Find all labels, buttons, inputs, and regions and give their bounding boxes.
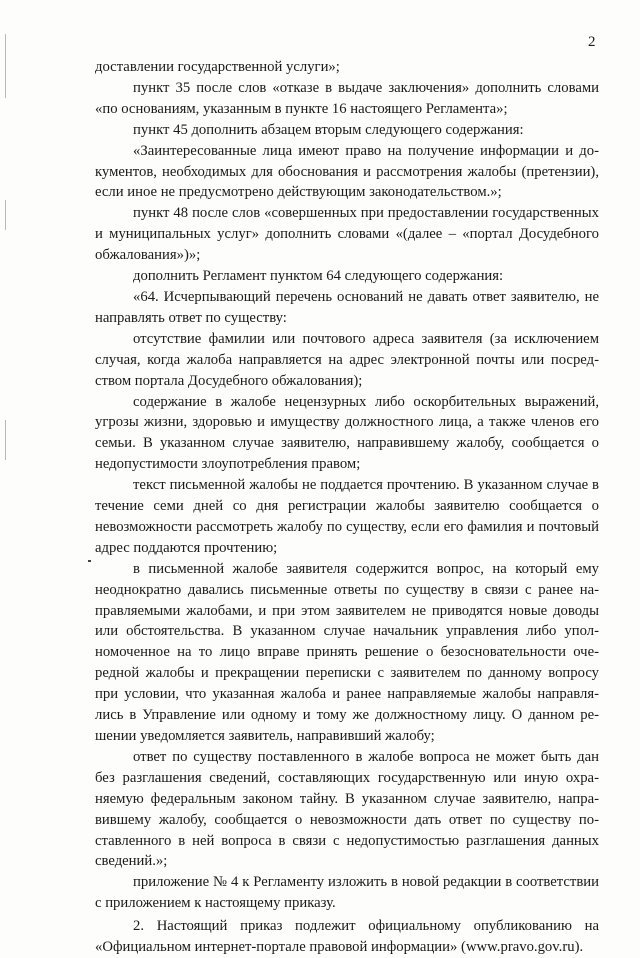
paragraph: пункт 48 после слов «совершенных при предоставлении государственных и муниципальных услуг» дополнить словами «(далее – «портал Досудебного обжалования»)»; bbox=[95, 205, 599, 264]
paragraph: отсутствие фамилии или почтового адреса заявителя (за исключением случая, когда жалоба направляется на адрес электронной почты или посредством портала Досудебного обжалования); bbox=[95, 330, 599, 389]
paragraph: пункт 45 дополнить абзацем вторым следующего содержания: bbox=[133, 121, 524, 138]
paragraph: текст письменной жалобы не поддается прочтению. В указанном случае в течение семи дней со дня регистрации жалобы заявителю сообщается о невозможности рассмотреть жалобу по существу, если его фамилия и почтовый адрес поддаются прочтению; bbox=[95, 477, 599, 556]
paragraph: в письменной жалобе заявителя содержится вопрос, на который ему неоднократно давались письменные ответы по существу в связи с ранее направляемыми жалобами, и при этом заявителем не приводятся новые доводы или обстоятельства. В указанном случае начальник управления либо уполномоченное на то лицо вправе принять решение о безосновательности очередной жалобы и прекращении переписки с заявителем по данному вопросу при условии, что указанная жалоба и ранее направляемые жалобы направлялись в Управление или одному и тому же должностному лицу. О данном решении уведомляется заявитель, направивший жалобу; bbox=[95, 560, 599, 744]
paragraph: пункт 35 после слов «отказе в выдаче заключения» дополнить словами «по основаниям, указанным в пункте 16 настоящего Регламента»; bbox=[95, 79, 599, 117]
scan-edge-mark bbox=[5, 200, 6, 230]
scan-edge-mark bbox=[5, 34, 6, 98]
paragraph: доставлении государственной услуги»; bbox=[95, 59, 340, 75]
document-body bbox=[95, 57, 599, 958]
scan-speck bbox=[88, 560, 91, 562]
paragraph: 2. Настоящий приказ подлежит официальному опубликованию на «Официальном интернет-портале правовой информации» (www.pravo.gov.ru). bbox=[95, 918, 599, 956]
paragraph: приложение № 4 к Регламенту изложить в новой редакции в соответствии с приложением к настоящему приказу. bbox=[95, 874, 599, 912]
paragraph: ответ по существу поставленного в жалобе вопроса не может быть дан без разглашения сведений, составляющих государственную или иную охраняемую федеральным законом тайну. В указанном случае заявителю, направившему жалобу, сообщается о невозможности дать ответ по существу поставленного в ней вопроса в связи с недопустимостью разглашения данных сведений.»; bbox=[95, 748, 599, 870]
page-number: 2 bbox=[588, 34, 596, 50]
scan-edge-mark bbox=[5, 420, 6, 460]
paragraph: «Заинтересованные лица имеют право на получение информации и документов, необходимых для обоснования и рассмотрения жалобы (претензии), если иное не предусмотрено действующим законодательством.»; bbox=[95, 142, 599, 201]
paragraph: «64. Исчерпывающий перечень оснований не давать ответ заявителю, не направлять ответ по существу: bbox=[95, 288, 599, 326]
paragraph: дополнить Регламент пунктом 64 следующего содержания: bbox=[133, 268, 504, 285]
paragraph: содержание в жалобе нецензурных либо оскорбительных выражений, угрозы жизни, здоровью и имуществу должностного лица, а также членов его семьи. В указанном случае заявителю, направившему жалобу, сообщается о недопустимости злоупотребления правом; bbox=[95, 393, 599, 473]
